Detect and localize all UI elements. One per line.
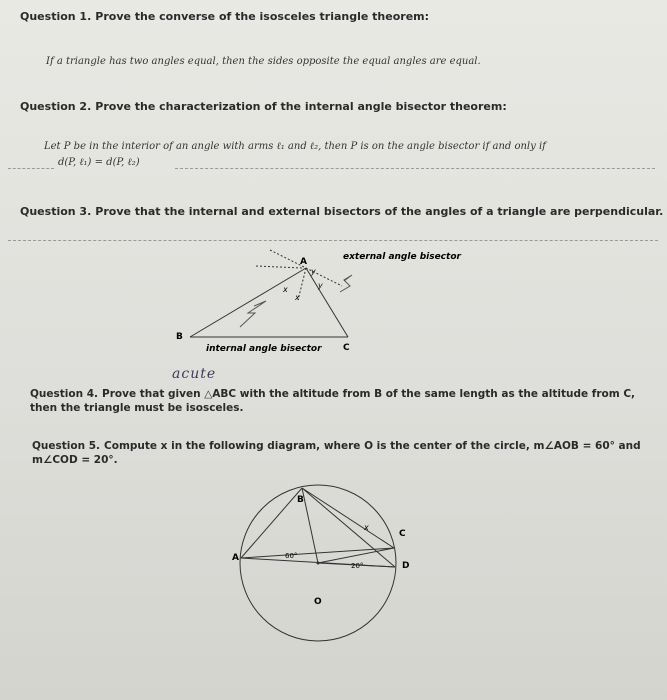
external-bisector-label: external angle bisector	[343, 252, 461, 262]
question-5-line-1	[32, 440, 641, 452]
question-1-number: Question 1.	[20, 10, 92, 23]
triangle-side-ac	[306, 268, 348, 337]
question-4-line-2: then the triangle must be isosceles.	[30, 402, 244, 414]
label-x: x	[364, 523, 369, 532]
label-o: O	[314, 597, 322, 607]
handwritten-mark	[340, 275, 352, 292]
question-2-statement-line-2: d(P, ℓ₁) = d(P, ℓ₂)	[58, 157, 140, 168]
label-c: C	[343, 343, 350, 353]
question-4-line-1	[30, 388, 635, 400]
label-x: x	[295, 293, 300, 302]
internal-bisector-label: internal angle bisector	[206, 344, 322, 354]
label-y: y	[318, 281, 323, 290]
question-3-number: Question 3.	[20, 205, 92, 218]
label-d: D	[402, 561, 410, 571]
question-1-statement: If a triangle has two angles equal, then the sides opposite the equal angles are equal.	[46, 56, 481, 67]
label-y: y	[311, 267, 316, 276]
angle-20-label: 20°	[351, 562, 364, 570]
extended-side	[256, 266, 302, 268]
question-2-statement-line-1: Let P be in the interior of an angle with arms ℓ₁ and ℓ₂, then P is on the angle bisector if and only if	[44, 141, 546, 152]
label-c: C	[399, 529, 406, 539]
label-a: A	[300, 257, 307, 267]
handwritten-note: acute	[172, 366, 217, 382]
triangle-side-ab	[190, 268, 306, 337]
question-1-title: Prove the converse of the isosceles triangle theorem:	[95, 10, 430, 23]
question-3-title: Prove that the internal and external bisectors of the angles of a triangle are perpendicular.	[95, 205, 664, 218]
question-5-number: Question 5.	[32, 440, 101, 452]
label-b: B	[297, 495, 304, 505]
question-4-number: Question 4.	[30, 388, 99, 400]
question-5-line-2: m∠COD = 20°.	[32, 454, 118, 466]
label-b: B	[176, 332, 183, 342]
question-2-title: Prove the characterization of the internal angle bisector theorem:	[95, 100, 507, 113]
question-4-text: Prove that given △ABC with the altitude from B of the same length as the altitude from C,	[102, 388, 636, 400]
center-point	[317, 562, 320, 565]
label-a: A	[232, 553, 239, 563]
label-x: x	[283, 285, 288, 294]
question-5-text: Compute x in the following diagram, where O is the center of the circle, m∠AOB = 60° and	[104, 440, 641, 452]
chord-bc	[302, 488, 394, 548]
angle-60-label: 60°	[285, 552, 298, 560]
question-2-number: Question 2.	[20, 100, 92, 113]
chord-ab	[241, 488, 302, 558]
